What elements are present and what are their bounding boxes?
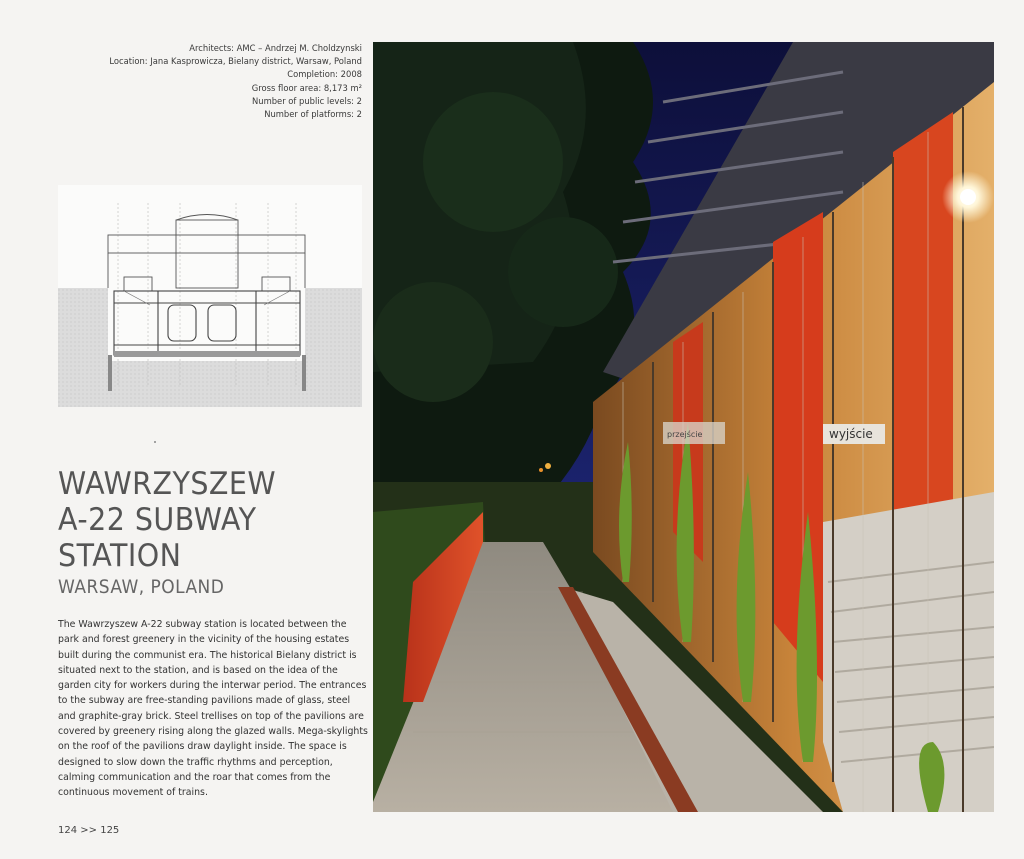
body-paragraph: The Wawrzyszew A-22 subway station is located between the park and forest greenery in the vicinity of the housing estates built during the communist era. The historical Bielany district is situated next to the station, and is based on the idea of the garden city for workers during the interwar period. The entrances to the subway are free-standing pavilions made of glass, steel and graphite-gray brick. Steel trellises on top of the pavilions are covered by greenery rising along the glazed walls. Mega-skylights on the roof of the pavilions draw daylight inside. The space is designed to slow down the traffic rhythms and perception, calming communication and the roar that comes from the continuous movement of trains. — [58, 619, 368, 799]
spec-public-levels: Number of public levels: 2 — [252, 95, 362, 106]
title-line-1: WAWRZYSZEW — [58, 466, 277, 502]
page-subtitle: WARSAW, POLAND — [58, 577, 225, 598]
page-title — [58, 466, 334, 574]
project-specs — [32, 42, 362, 121]
stray-dot — [154, 441, 156, 443]
spec-location: Location: Jana Kasprowicza, Bielany district, Warsaw, Poland — [109, 56, 362, 67]
title-line-3: STATION — [58, 538, 182, 574]
page-numbers: 124 >> 125 — [58, 825, 120, 836]
spec-completion: Completion: 2008 — [287, 69, 362, 80]
station-photo — [373, 42, 994, 812]
spec-architects: Architects: AMC – Andrzej M. Choldzynski — [189, 43, 362, 53]
spec-floor-area: Gross floor area: 8,173 m² — [251, 82, 362, 93]
spec-platforms: Number of platforms: 2 — [264, 109, 362, 120]
exit-sign-text: wyjście — [829, 427, 873, 441]
left-sign-text: przejście — [667, 430, 703, 439]
title-block — [58, 466, 358, 599]
title-line-2: A-22 SUBWAY — [58, 502, 257, 538]
section-drawing — [58, 185, 362, 407]
